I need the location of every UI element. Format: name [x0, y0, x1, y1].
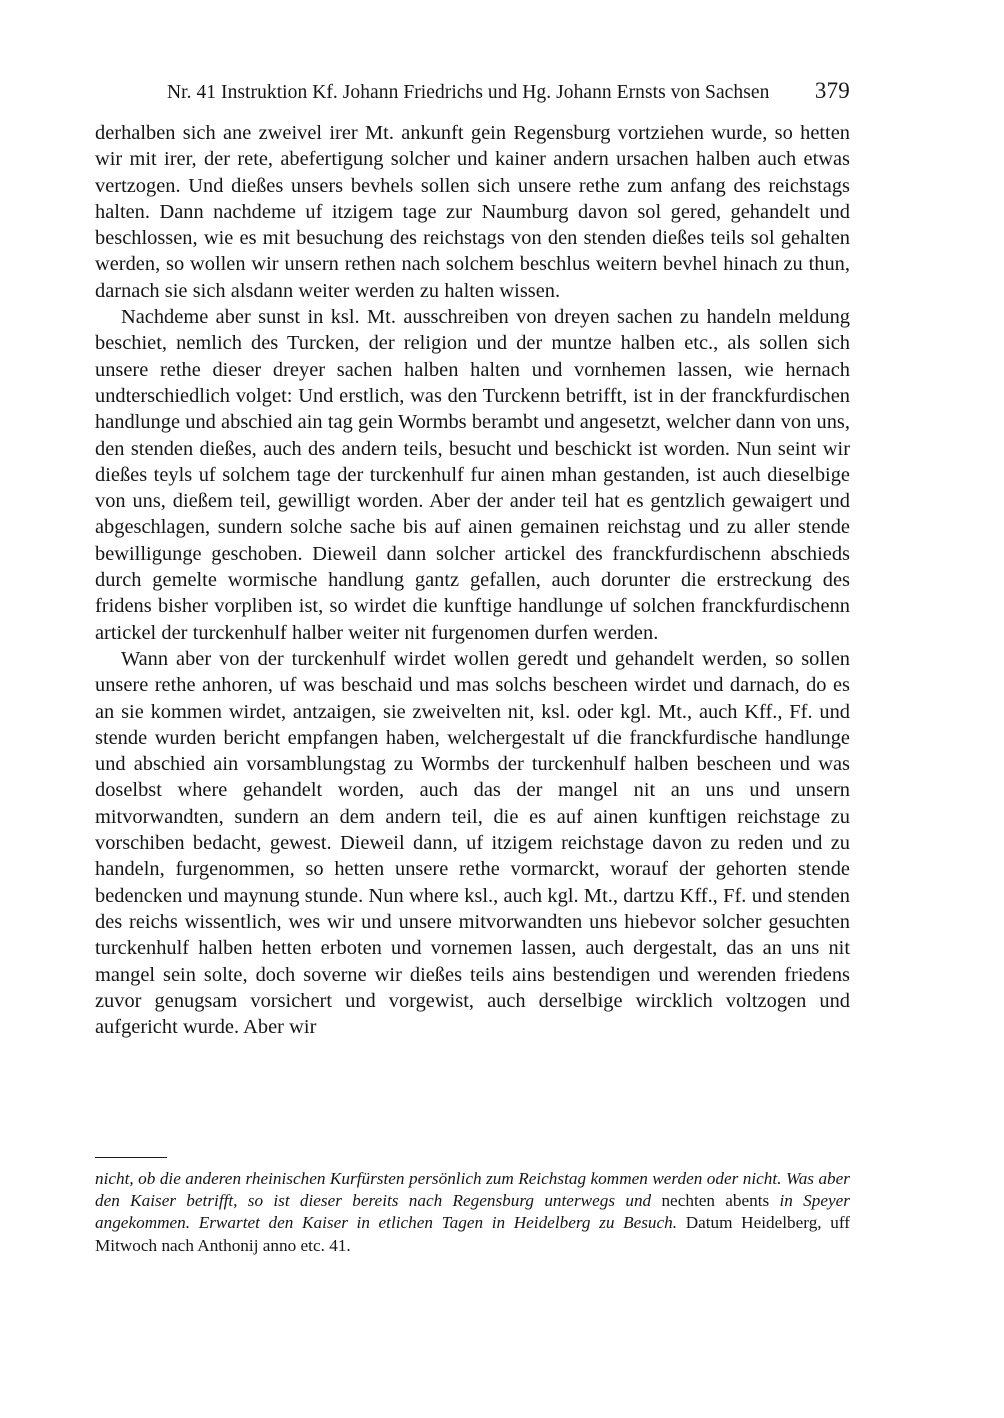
footnote-area: [95, 1157, 850, 1257]
footnote-segment: in Speyer angekommen. Erwartet den Kaiser in etlichen Tagen in Heidelberg zu Besuch.: [95, 1191, 850, 1233]
paragraph: derhalben sich ane zweivel irer Mt. ankunft gein Regensburg vortziehen wurde, so hetten wir mit irer, der rete, abefertigung solcher und kainer andern ursachen halben auch etwas vertzogen. Und dießes unsers bevhels sollen sich unsere rethe zum anfang des reichstags halten. Dann nachdeme uf itzigem tage zur Naumburg davon sol gered, gehandelt und beschlossen, wie es mit besuchung des reichstags von den stenden dießes teils sol gehalten werden, so wollen wir unsern rethen nach solchem beschlus weitern bevhel hinach zu thun, darnach sie sich alsdann weiter werden zu halten wissen.: [95, 122, 850, 302]
paragraph: Nachdeme aber sunst in ksl. Mt. ausschreiben von dreyen sachen zu handeln meldung beschiet, nemlich des Turcken, der religion und der muntze halben etc., als sollen sich unsere rethe dieser dreyer sachen halben halten und vornhemen lassen, wie hernach undterschiedlich volget: Und erstlich, was den Turckenn betrifft, ist in der franckfurdischen handlunge und abschied ain tag gein Wormbs berambt und angesetzt, welcher dann von uns, den stenden dießes, auch des andern teils, besucht und beschickt ist worden. Nun seint wir dießes teyls uf solchem tage der turckenhulf fur ainen mhan gestanden, ist auch dieselbige von uns, dießem teil, gewilligt worden. Aber der ander teil hat es gentzlich gewaigert und abgeschlagen, sundern solche sache bis auf ainen gemainen reichstag und zu aller stende bewilligunge geschoben. Dieweil dann solcher artickel des franckfurdischenn abschieds durch gemelte wormische handlung gantz gefallen, auch dorunter die erstreckung des fridens bisher vorpliben ist, so wirdet die kunftige handlunge uf solchen franckfurdischenn artickel der turckenhulf halber weiter nit furgenomen durfen werden.: [95, 306, 850, 644]
footnote-segment: nicht, ob die anderen rheinischen Kurfürsten persönlich zum Reichstag kommen werden oder nicht. Was aber den Kaiser betrifft, so ist dieser bereits nach Regensburg unterwegs und: [95, 1169, 850, 1211]
paragraph: Wann aber von der turckenhulf wirdet wollen geredt und gehandelt werden, so sollen unsere rethe anhoren, uf was beschaid und mas solchs bescheen wirdet und darnach, do es an sie kommen wirdet, antzaigen, sie zweivelten nit, ksl. oder kgl. Mt., auch Kff., Ff. und stende wurden bericht empfangen haben, welchergestalt uf die franckfurdische handlunge und abschied ain vorsamblungstag zu Wormbs der turckenhulf halben bescheen und was doselbst where gehandelt worden, auch das der mangel nit an uns und unsern mitvorwandten, sundern an dem andern teil, die es auf ainen kunftigen reichstage zu vorschiben bedacht, gewest. Dieweil dann, uf itzigem reichstage davon zu reden und zu handeln, furgenommen, so hetten unsere rethe vormarckt, worauf der gehorten stende bedencken und maynung stunde. Nun where ksl., auch kgl. Mt., dartzu Kff., Ff. und stenden des reichs wissentlich, wes wir und unsere mitvorwandten uns hiebevor solcher gesuchten turckenhulf halben hetten erboten und vornemen lassen, auch dergestalt, das an uns nit mangel sein solte, doch soverne wir dießes teils ains bestendigen und werenden friedens zuvor genugsam vorsichert und vorgewist, auch derselbige wircklich voltzogen und aufgericht wurde. Aber wir: [95, 647, 850, 1039]
footnote-text: [95, 1168, 850, 1257]
page-number: 379: [814, 78, 850, 103]
running-head: [95, 78, 850, 106]
running-head-title: Nr. 41 Instruktion Kf. Johann Friedrichs und Hg. Johann Ernsts von Sachsen: [167, 82, 770, 103]
footnote-segment: nechten abents: [651, 1191, 780, 1211]
footnote-segment: Datum Heidelberg, uff Mitwoch nach Anthonij anno etc. 41.: [95, 1213, 850, 1255]
footnote-separator-rule: [95, 1157, 167, 1158]
body-text: [95, 120, 850, 1040]
